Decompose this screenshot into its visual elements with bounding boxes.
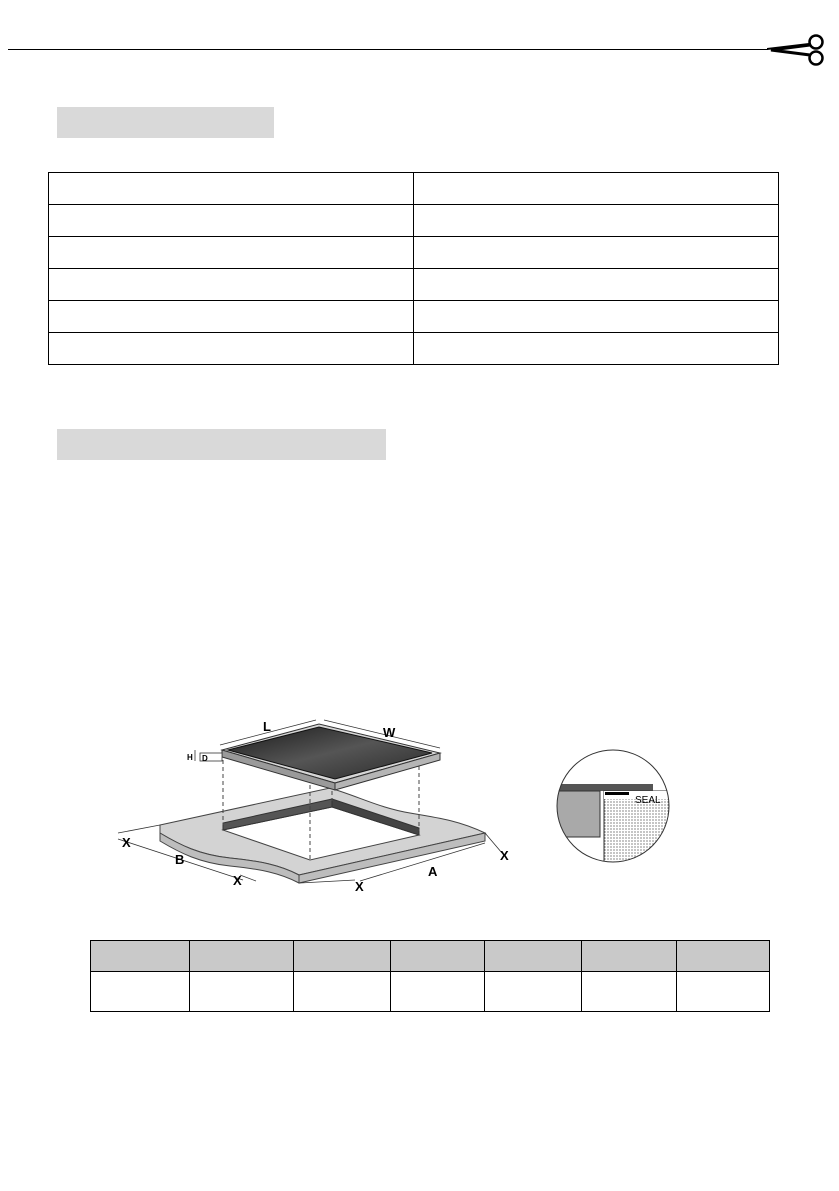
label-x-bottom-left: X [233,873,242,888]
table-header-cell [391,941,485,972]
table-row [49,205,779,237]
label-seal: SEAL [635,795,661,806]
label-b: B [175,852,185,867]
label-h: H [187,753,193,762]
table-header-cell [91,941,190,972]
table-header-row [91,941,770,972]
scissors-icon [767,33,827,67]
label-w: W [383,725,396,740]
section-heading-installation [57,429,386,460]
specs-table [48,172,779,365]
label-x-left: X [122,835,131,850]
label-a: A [428,864,438,879]
table-row [49,333,779,365]
label-l: L [263,719,271,734]
table-row [49,301,779,333]
label-d: D [202,754,208,763]
table-header-cell [582,941,677,972]
label-x-right: X [500,848,509,863]
table-row [91,972,770,1012]
table-row [49,269,779,301]
table-header-cell [190,941,294,972]
cut-line [8,49,768,50]
section-heading-specs [57,107,274,138]
hob-cutout-diagram [110,715,530,900]
label-x-bottom: X [355,879,364,894]
table-header-cell [677,941,770,972]
table-row [49,237,779,269]
seal-detail-diagram [553,747,673,865]
table-row [49,173,779,205]
dimensions-table [90,940,770,1012]
table-header-cell [485,941,582,972]
table-header-cell [294,941,391,972]
